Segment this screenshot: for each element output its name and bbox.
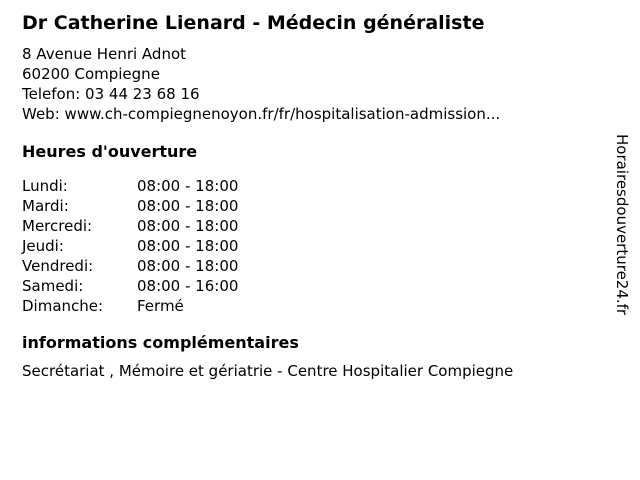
day-hours: 08:00 - 18:00 [137,177,239,195]
contact-block [22,44,500,124]
additional-info-heading: informations complémentaires [22,333,299,352]
day-hours: Fermé [137,297,184,315]
day-hours: 08:00 - 18:00 [137,197,239,215]
watermark-brand: Horairesdouverture24.fr [613,134,631,316]
hours-row [22,256,238,276]
additional-info-text: Secrétariat , Mémoire et gériatrie - Centre Hospitalier Compiegne [22,362,514,380]
address-line-1: 8 Avenue Henri Adnot [22,45,187,63]
hours-row [22,196,238,216]
web-link[interactable]: www.ch-compiegnenoyon.fr/fr/hospitalisation-admission... [64,105,501,123]
page-title: Dr Catherine Lienard - Médecin généraliste [22,12,485,34]
day-hours: 08:00 - 16:00 [137,277,239,295]
day-label: Samedi: [22,277,84,295]
phone-label: Telefon: [22,85,81,103]
day-label: Jeudi: [22,237,64,255]
day-label: Dimanche: [22,297,104,315]
web-label: Web: [22,105,60,123]
opening-hours-heading: Heures d'ouverture [22,142,198,161]
web-line [22,104,500,124]
day-hours: 08:00 - 18:00 [137,257,239,275]
day-hours: 08:00 - 18:00 [137,237,239,255]
day-label: Vendredi: [22,257,94,275]
hours-row [22,216,238,236]
opening-hours-table [22,176,238,316]
day-label: Mardi: [22,197,69,215]
day-label: Lundi: [22,177,68,195]
hours-row [22,276,238,296]
hours-row [22,296,238,316]
hours-row [22,236,238,256]
day-hours: 08:00 - 18:00 [137,217,239,235]
day-label: Mercredi: [22,217,93,235]
hours-row [22,176,238,196]
phone-value: 03 44 23 68 16 [85,85,200,103]
address-line-2: 60200 Compiegne [22,65,160,83]
phone-line [22,84,500,104]
